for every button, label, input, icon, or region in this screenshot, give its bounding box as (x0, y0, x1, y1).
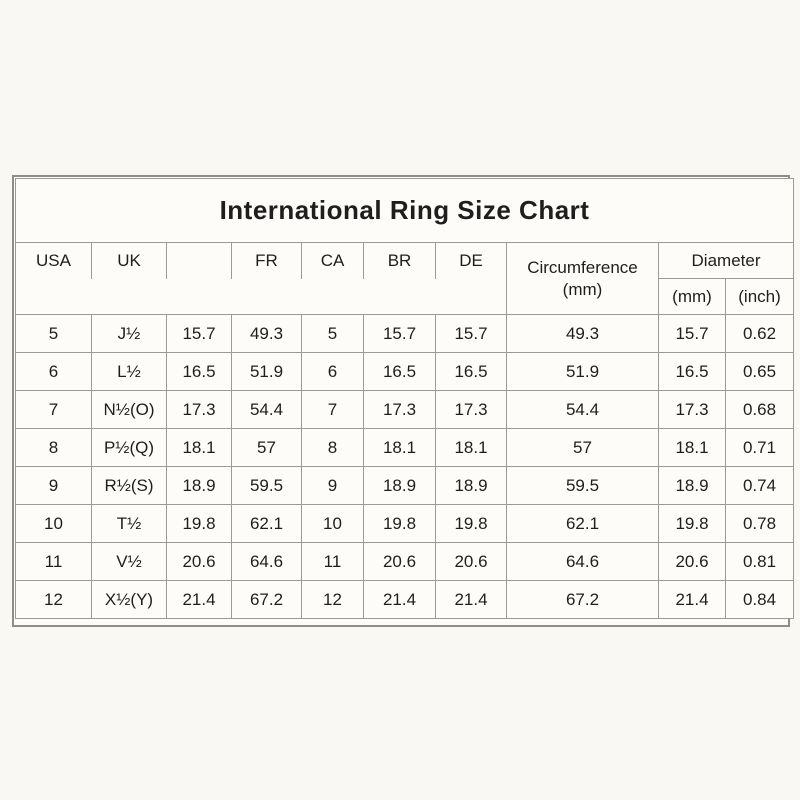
col-header-usa: USA (16, 243, 92, 279)
table-row (16, 505, 794, 543)
table-cell: 54.4 (507, 391, 659, 429)
table-cell: 7 (16, 391, 92, 429)
col-header-uk: UK (92, 243, 167, 279)
table-cell: T½ (92, 505, 167, 543)
col-header-diameter-mm: (mm) (659, 279, 726, 315)
table-cell: 21.4 (364, 581, 436, 619)
table-cell: 8 (16, 429, 92, 467)
table-cell: 49.3 (507, 315, 659, 353)
table-cell: 17.3 (364, 391, 436, 429)
table-cell: 16.5 (436, 353, 507, 391)
table-cell: L½ (92, 353, 167, 391)
table-cell: P½(Q) (92, 429, 167, 467)
table-cell: 0.71 (726, 429, 794, 467)
table-cell: 62.1 (507, 505, 659, 543)
table-cell: 12 (16, 581, 92, 619)
table-cell: 8 (302, 429, 364, 467)
table-cell: 20.6 (436, 543, 507, 581)
table-cell: 5 (302, 315, 364, 353)
table-cell: 9 (302, 467, 364, 505)
table-cell: 0.74 (726, 467, 794, 505)
table-cell: 11 (16, 543, 92, 581)
table-cell: 0.62 (726, 315, 794, 353)
ring-size-chart-table (15, 178, 794, 619)
table-cell: V½ (92, 543, 167, 581)
table-cell: 10 (16, 505, 92, 543)
table-cell: 51.9 (232, 353, 302, 391)
col-header-unlabeled (167, 243, 232, 279)
circumference-label: Circumference (527, 258, 638, 278)
table-cell: 10 (302, 505, 364, 543)
table-row (16, 467, 794, 505)
table-row (16, 429, 794, 467)
table-cell: 21.4 (436, 581, 507, 619)
table-cell: 59.5 (232, 467, 302, 505)
col-header-fr: FR (232, 243, 302, 279)
col-header-ca: CA (302, 243, 364, 279)
col-header-de: DE (436, 243, 507, 279)
table-cell: 54.4 (232, 391, 302, 429)
table-cell: 57 (507, 429, 659, 467)
table-cell: 17.3 (436, 391, 507, 429)
table-row (16, 391, 794, 429)
table-cell: 18.9 (659, 467, 726, 505)
col-header-br: BR (364, 243, 436, 279)
table-cell: 51.9 (507, 353, 659, 391)
table-cell: 59.5 (507, 467, 659, 505)
table-cell: 67.2 (507, 581, 659, 619)
table-cell: 67.2 (232, 581, 302, 619)
table-cell: 20.6 (364, 543, 436, 581)
table-cell: 12 (302, 581, 364, 619)
table-cell: N½(O) (92, 391, 167, 429)
table-cell: 17.3 (167, 391, 232, 429)
table-cell: X½(Y) (92, 581, 167, 619)
table-cell: 9 (16, 467, 92, 505)
table-cell: 18.1 (436, 429, 507, 467)
table-cell: 20.6 (167, 543, 232, 581)
circumference-unit: (mm) (562, 279, 603, 299)
table-cell: 18.1 (167, 429, 232, 467)
table-cell: 15.7 (659, 315, 726, 353)
chart-title: International Ring Size Chart (16, 179, 794, 243)
table-cell: 18.9 (167, 467, 232, 505)
table-cell: 19.8 (364, 505, 436, 543)
table-cell: 21.4 (659, 581, 726, 619)
table-cell: 6 (302, 353, 364, 391)
table-cell: 15.7 (167, 315, 232, 353)
table-cell: 62.1 (232, 505, 302, 543)
table-row (16, 581, 794, 619)
table-row (16, 353, 794, 391)
table-body (16, 315, 794, 619)
table-cell: J½ (92, 315, 167, 353)
col-header-diameter: Diameter (659, 243, 794, 279)
header-spacer (16, 279, 507, 315)
col-header-diameter-inch: (inch) (726, 279, 794, 315)
table-cell: 0.68 (726, 391, 794, 429)
table-cell: 18.1 (659, 429, 726, 467)
table-cell: 16.5 (364, 353, 436, 391)
table-cell: 6 (16, 353, 92, 391)
table-cell: 11 (302, 543, 364, 581)
table-cell: 15.7 (436, 315, 507, 353)
table-cell: 18.9 (364, 467, 436, 505)
table-cell: 57 (232, 429, 302, 467)
table-cell: 17.3 (659, 391, 726, 429)
table-cell: 18.9 (436, 467, 507, 505)
table-cell: 18.1 (364, 429, 436, 467)
table-cell: 19.8 (436, 505, 507, 543)
table-cell: 16.5 (167, 353, 232, 391)
table-cell: 0.78 (726, 505, 794, 543)
table-cell: 0.81 (726, 543, 794, 581)
table-cell: 0.84 (726, 581, 794, 619)
table-cell: 5 (16, 315, 92, 353)
table-cell: 7 (302, 391, 364, 429)
table-cell: 64.6 (507, 543, 659, 581)
table-cell: R½(S) (92, 467, 167, 505)
table-cell: 21.4 (167, 581, 232, 619)
table-row (16, 543, 794, 581)
table-cell: 49.3 (232, 315, 302, 353)
table-row (16, 315, 794, 353)
table-cell: 15.7 (364, 315, 436, 353)
table-cell: 16.5 (659, 353, 726, 391)
table-cell: 19.8 (167, 505, 232, 543)
col-header-circumference (507, 243, 659, 315)
table-cell: 0.65 (726, 353, 794, 391)
table-cell: 20.6 (659, 543, 726, 581)
ring-size-chart-frame (12, 175, 790, 627)
table-cell: 19.8 (659, 505, 726, 543)
table-cell: 64.6 (232, 543, 302, 581)
